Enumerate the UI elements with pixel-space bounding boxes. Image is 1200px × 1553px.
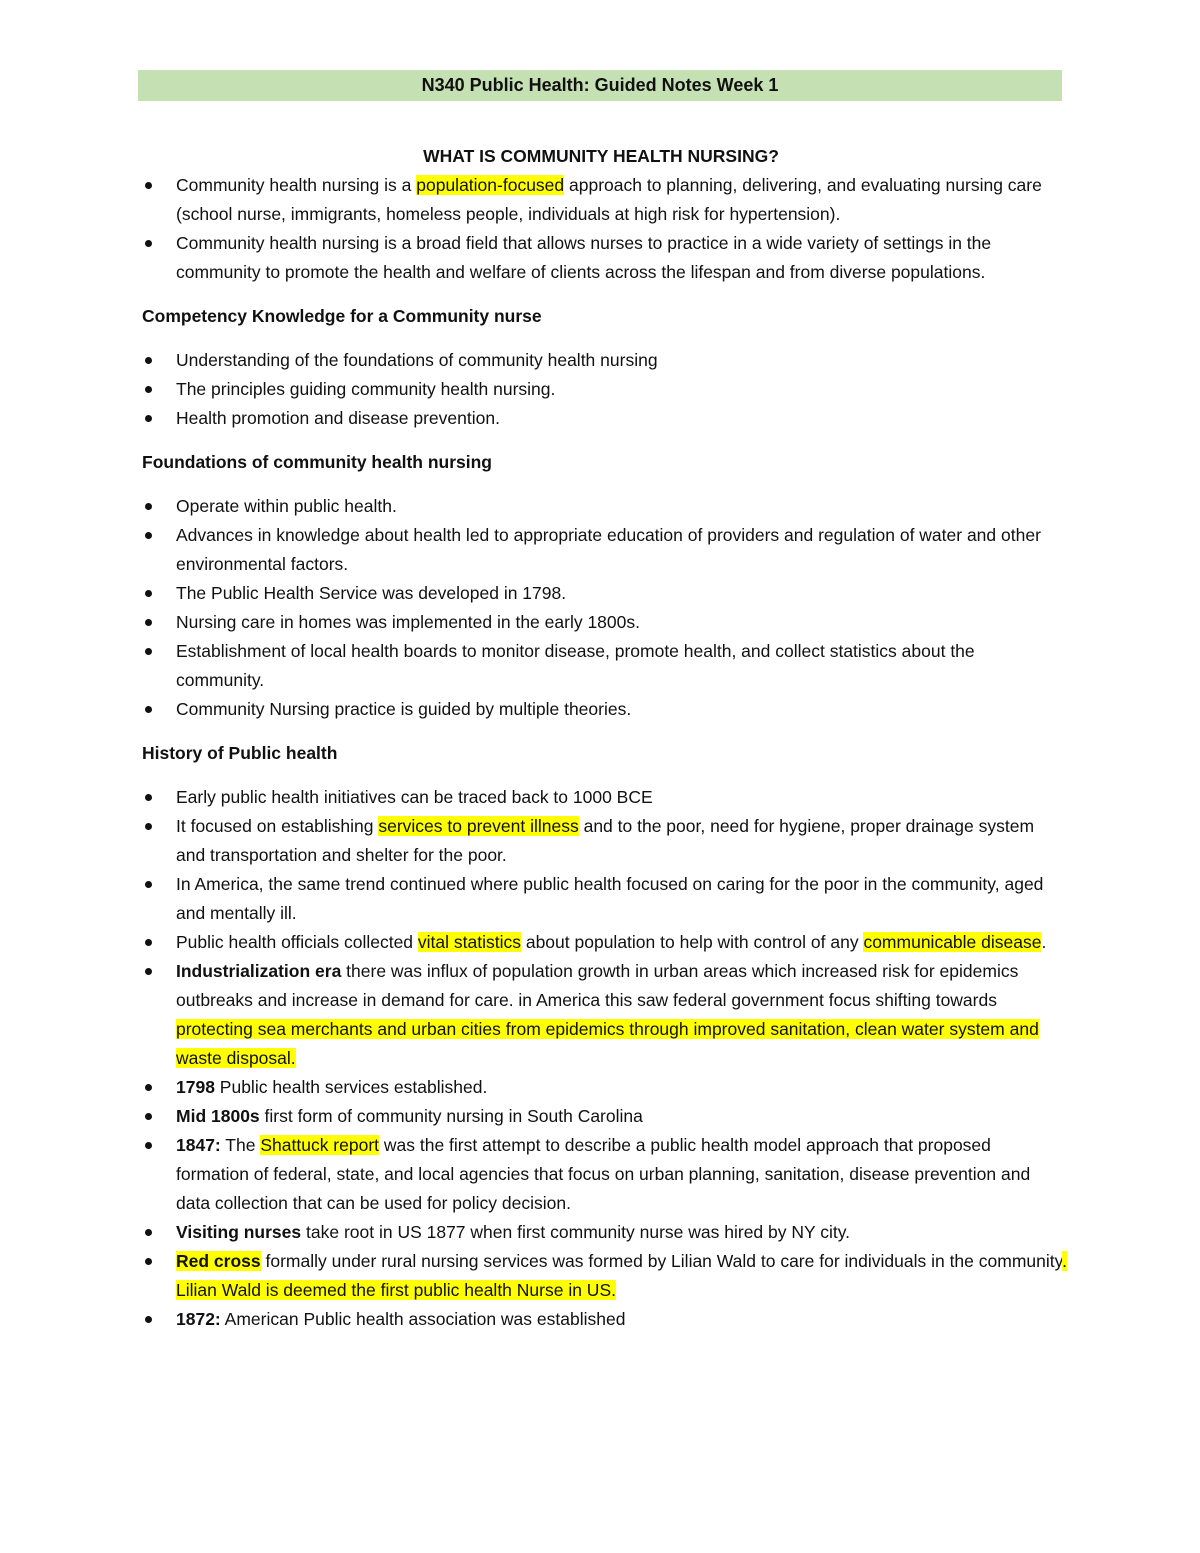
title-bar (138, 70, 1062, 101)
history-list (142, 783, 1067, 1334)
bold-term: Visiting nurses (176, 1222, 302, 1242)
highlighted-text: population-focused (416, 175, 565, 195)
text-run: . (1041, 932, 1047, 952)
text-run: there was influx of population growth in urban areas which increased risk for epidemics outbreaks and increase in demand for care. in America this saw federal government focus shifting towards (176, 961, 1019, 1010)
list-item: Advances in knowledge about health led to appropriate education of providers and regulation of water and other environmental factors. (142, 521, 1067, 579)
highlighted-text: services to prevent illness (378, 816, 579, 836)
text-run: Public health officials collected (176, 932, 418, 952)
document-body (142, 142, 1067, 1334)
list-item (142, 1102, 1067, 1131)
list-item (142, 1247, 1067, 1305)
text-run: It focused on establishing (176, 816, 379, 836)
text-run: and to the poor, need for hygiene, proper drainage system and transportation and shelter for the poor. (176, 816, 1035, 865)
bold-term: 1847: (176, 1135, 221, 1155)
intro-list (142, 171, 1067, 287)
list-item: Community Nursing practice is guided by multiple theories. (142, 695, 1067, 724)
foundations-list (142, 492, 1067, 724)
text-run: Public health services established. (214, 1077, 488, 1097)
text-run: take root in US 1877 when first community nurse was hired by NY city. (301, 1222, 851, 1242)
section-heading-foundations: Foundations of community health nursing (142, 452, 492, 472)
list-item: In America, the same trend continued where public health focused on caring for the poor in the community, aged and mentally ill. (142, 870, 1067, 928)
list-item (142, 1218, 1067, 1247)
bold-term: Industrialization era (176, 961, 342, 981)
list-item: Early public health initiatives can be traced back to 1000 BCE (142, 783, 1067, 812)
highlighted-text: Shattuck report (260, 1135, 380, 1155)
highlighted-text: protecting sea merchants and urban cities from epidemics through improved sanitation, clean water system and waste disposal. (176, 1019, 1039, 1068)
highlighted-text: . Lilian Wald is deemed the first public health Nurse in US. (176, 1251, 1067, 1300)
list-item: Health promotion and disease prevention. (142, 404, 1067, 433)
list-item: The principles guiding community health nursing. (142, 375, 1067, 404)
highlighted-text: communicable disease (863, 932, 1042, 952)
text-run: approach to planning, delivering, and evaluating nursing care (school nurse, immigrants, homeless people, individuals at high risk for hypertension). (176, 175, 1042, 224)
text-run: Community health nursing is a (176, 175, 417, 195)
list-item: Understanding of the foundations of community health nursing (142, 346, 1067, 375)
list-item (142, 957, 1067, 1073)
highlighted-text: vital statistics (417, 932, 521, 952)
list-item: Establishment of local health boards to monitor disease, promote health, and collect statistics about the community. (142, 637, 1067, 695)
text-run: first form of community nursing in South Carolina (259, 1106, 643, 1126)
list-item (142, 1131, 1067, 1218)
bold-term: 1798 (176, 1077, 215, 1097)
main-heading: WHAT IS COMMUNITY HEALTH NURSING? (423, 146, 779, 166)
list-item: Operate within public health. (142, 492, 1067, 521)
list-item (142, 1305, 1067, 1334)
list-item (142, 229, 1067, 287)
document-title: N340 Public Health: Guided Notes Week 1 (421, 75, 779, 95)
bold-highlighted-term: Red cross (176, 1251, 261, 1271)
bold-term: Mid 1800s (176, 1106, 260, 1126)
bold-term: 1872: (176, 1309, 221, 1329)
text-run: Community health nursing is a broad field that allows nurses to practice in a wide variety of settings in the community to promote the health and welfare of clients across the lifespan and from diverse populations. (176, 233, 992, 282)
section-heading-competency: Competency Knowledge for a Community nurse (142, 306, 542, 326)
list-item: The Public Health Service was developed in 1798. (142, 579, 1067, 608)
text-run: about population to help with control of any (520, 932, 864, 952)
text-run: The (220, 1135, 261, 1155)
list-item (142, 171, 1067, 229)
list-item (142, 1073, 1067, 1102)
competency-list (142, 346, 1067, 433)
text-run: formally under rural nursing services was formed by Lilian Wald to care for individuals in the community (260, 1251, 1063, 1271)
text-run: was the first attempt to describe a public health model approach that proposed formation of federal, state, and local agencies that focus on urban planning, sanitation, disease prevention and data collection that can be used for policy decision. (176, 1135, 1031, 1213)
text-run: American Public health association was established (220, 1309, 626, 1329)
section-heading-history: History of Public health (142, 743, 338, 763)
list-item (142, 928, 1067, 957)
list-item: Nursing care in homes was implemented in the early 1800s. (142, 608, 1067, 637)
list-item (142, 812, 1067, 870)
